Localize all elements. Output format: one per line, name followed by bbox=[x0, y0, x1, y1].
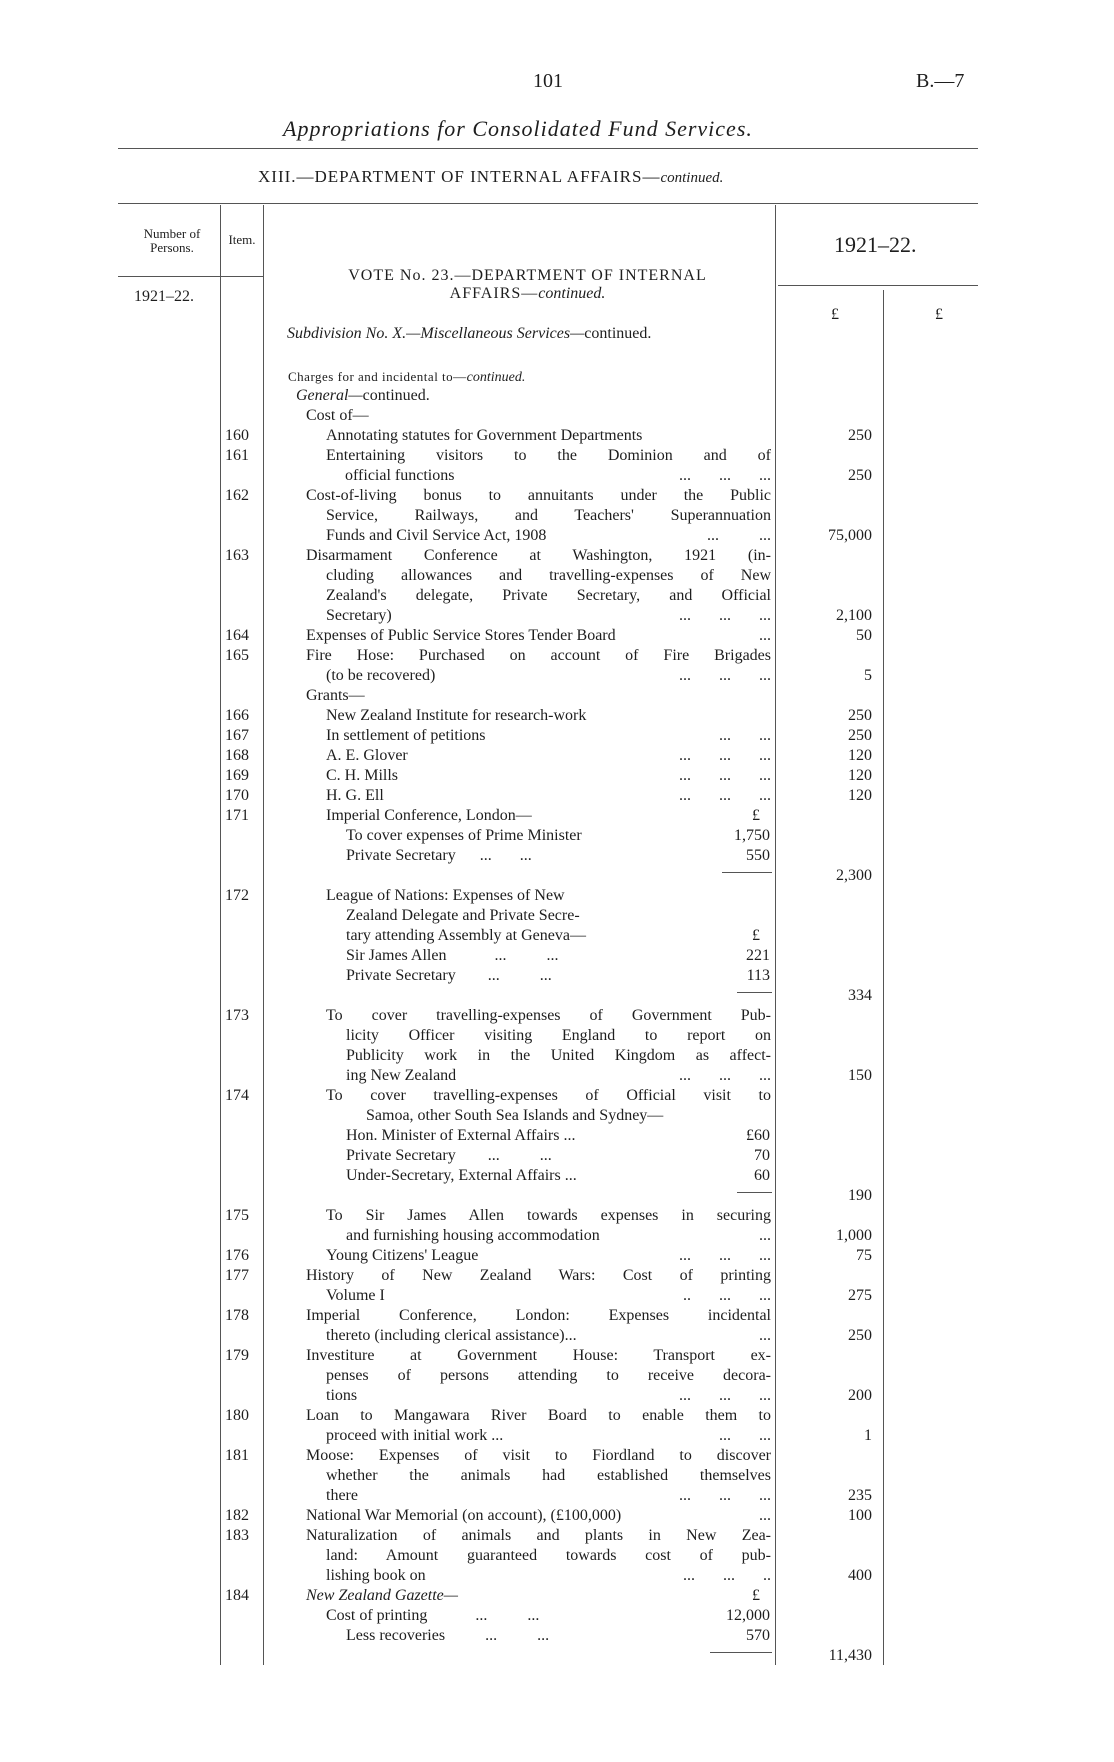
item-description: penses of persons attending to receive decora- bbox=[326, 1367, 771, 1384]
department-name: XIII.—DEPARTMENT OF INTERNAL AFFAIRS— bbox=[258, 167, 661, 186]
sub-item-amount: 113 bbox=[746, 967, 770, 984]
item-description: Zealand's delegate, Private Secretary, and Official bbox=[326, 587, 771, 604]
item-description: Publicity work in the United Kingdom as affect- bbox=[346, 1047, 771, 1064]
sub-item-amount: 60 bbox=[754, 1167, 770, 1184]
subtotal-rule bbox=[722, 872, 772, 873]
item-description: History of New Zealand Wars: Cost of printing bbox=[306, 1267, 771, 1284]
item-amount: 50 bbox=[856, 627, 872, 644]
item-amount: 120 bbox=[848, 787, 872, 804]
item-amount: 150 bbox=[848, 1067, 872, 1084]
item-description: To cover travelling-expenses of Government Pub- bbox=[326, 1007, 771, 1024]
item-description: National War Memorial (on account), (£100,000) ... bbox=[306, 1507, 771, 1524]
item-number: 167 bbox=[225, 727, 249, 744]
pound-column-1-header: £ bbox=[831, 306, 839, 323]
item-number: 179 bbox=[225, 1347, 249, 1364]
grants-heading: Grants— bbox=[306, 687, 365, 704]
item-description: C. H. Mills ... ... ... bbox=[326, 767, 771, 784]
persons-column-divider bbox=[220, 205, 221, 1665]
item-description: In settlement of petitions ... ... bbox=[326, 727, 771, 744]
item-number: 170 bbox=[225, 787, 249, 804]
item-description: Cost-of-living bonus to annuitants under the Public bbox=[306, 487, 771, 504]
charges-title: Charges for and incidental to— bbox=[288, 369, 467, 384]
page-title: Appropriations for Consolidated Fund Services. bbox=[283, 116, 753, 141]
item-amount: 2,100 bbox=[836, 607, 872, 624]
item-amount: 190 bbox=[848, 1187, 872, 1204]
sub-item-amount: 221 bbox=[746, 947, 770, 964]
charges-continued: continued. bbox=[466, 370, 526, 385]
pound-column-2-header: £ bbox=[935, 306, 943, 323]
document-reference: B.—7 bbox=[916, 70, 965, 92]
item-description: licity Officer visiting England to report on bbox=[346, 1027, 771, 1044]
subamount-pound-sign: £ bbox=[752, 807, 760, 824]
item-description: cluding allowances and travelling-expenses of New bbox=[326, 567, 771, 584]
item-number: 184 bbox=[225, 1587, 249, 1604]
item-amount: 275 bbox=[848, 1287, 872, 1304]
subtotal-rule bbox=[710, 1652, 772, 1653]
table-top-rule bbox=[118, 203, 978, 204]
item-number: 172 bbox=[225, 887, 249, 904]
item-number: 183 bbox=[225, 1527, 249, 1544]
sub-item-description: Sir James Allen ... ... bbox=[346, 947, 559, 964]
item-description: tions ... ... ... bbox=[326, 1387, 771, 1404]
item-number: 176 bbox=[225, 1247, 249, 1264]
sub-item-amount: 550 bbox=[746, 847, 770, 864]
number-of-persons-header: Number of Persons. bbox=[143, 226, 201, 255]
subdivision-continued: continued. bbox=[584, 325, 652, 342]
subtotal-rule bbox=[737, 992, 772, 993]
item-number: 177 bbox=[225, 1267, 249, 1284]
item-number: 174 bbox=[225, 1087, 249, 1104]
item-description: Young Citizens' League ... ... ... bbox=[326, 1247, 771, 1264]
item-column-divider bbox=[263, 205, 264, 1665]
item-number: 165 bbox=[225, 647, 249, 664]
item-amount: 250 bbox=[848, 467, 872, 484]
subtotal-rule bbox=[737, 1192, 772, 1193]
item-amount: 120 bbox=[848, 767, 872, 784]
item-description: there ... ... ... bbox=[326, 1487, 771, 1504]
sub-item-description: To cover expenses of Prime Minister bbox=[346, 827, 582, 844]
charges-heading bbox=[288, 368, 525, 387]
item-amount: 250 bbox=[848, 427, 872, 444]
amount-year-header: 1921–22. bbox=[834, 232, 917, 257]
item-description: tary attending Assembly at Geneva— bbox=[346, 927, 586, 944]
item-description: Funds and Civil Service Act, 1908 ... ... bbox=[326, 527, 771, 544]
item-amount: 334 bbox=[848, 987, 872, 1004]
sub-item-description: Private Secretary ... ... bbox=[346, 967, 552, 984]
department-continued: continued. bbox=[660, 170, 724, 186]
item-description: (to be recovered) ... ... ... bbox=[326, 667, 771, 684]
item-description: To cover travelling-expenses of Official visit to bbox=[326, 1087, 771, 1104]
item-number: 168 bbox=[225, 747, 249, 764]
item-description: Service, Railways, and Teachers' Superannuation bbox=[326, 507, 771, 524]
item-description: League of Nations: Expenses of New bbox=[326, 887, 565, 904]
subamount-pound-sign: £ bbox=[752, 927, 760, 944]
item-amount: 235 bbox=[848, 1487, 872, 1504]
item-description: Volume I .. ... ... bbox=[326, 1287, 771, 1304]
subamount-pound-sign: £ bbox=[752, 1587, 760, 1604]
item-description: A. E. Glover ... ... ... bbox=[326, 747, 771, 764]
item-description: Expenses of Public Service Stores Tender Board ... bbox=[306, 627, 771, 644]
general-heading: General—continued. bbox=[296, 387, 430, 404]
item-amount: 100 bbox=[848, 1507, 872, 1524]
item-header: Item. bbox=[228, 232, 256, 247]
item-amount: 11,430 bbox=[828, 1647, 872, 1664]
item-description: Loan to Mangawara River Board to enable them to bbox=[306, 1407, 771, 1424]
item-amount: 200 bbox=[848, 1387, 872, 1404]
item-number: 175 bbox=[225, 1207, 249, 1224]
item-number: 169 bbox=[225, 767, 249, 784]
item-description: whether the animals had established themselves bbox=[326, 1467, 771, 1484]
item-description: Naturalization of animals and plants in New Zea- bbox=[306, 1527, 771, 1544]
item-description: official functions ... ... ... bbox=[345, 467, 771, 484]
sub-item-description: Under-Secretary, External Affairs ... bbox=[346, 1167, 577, 1184]
item-description: Fire Hose: Purchased on account of Fire Brigades bbox=[306, 647, 771, 664]
item-description: Entertaining visitors to the Dominion and of bbox=[326, 447, 771, 464]
item-number: 164 bbox=[225, 627, 249, 644]
item-amount: 75 bbox=[856, 1247, 872, 1264]
item-number: 163 bbox=[225, 547, 249, 564]
page-number: 101 bbox=[533, 70, 563, 92]
item-description: Imperial Conference, London— bbox=[326, 807, 532, 824]
item-description: ing New Zealand ... ... ... bbox=[346, 1067, 771, 1084]
vote-heading bbox=[285, 267, 770, 303]
item-description: Investiture at Government House: Transport ex- bbox=[306, 1347, 771, 1364]
item-amount: 250 bbox=[848, 1327, 872, 1344]
item-number: 162 bbox=[225, 487, 249, 504]
item-description: Secretary) ... ... ... bbox=[326, 607, 771, 624]
item-amount: 1 bbox=[864, 1427, 872, 1444]
item-number: 181 bbox=[225, 1447, 249, 1464]
item-description: New Zealand Gazette— bbox=[306, 1587, 458, 1604]
item-description: Disarmament Conference at Washington, 1921 (in- bbox=[306, 547, 771, 564]
item-description: and furnishing housing accommodation ... bbox=[346, 1227, 771, 1244]
sub-item-amount: 570 bbox=[746, 1627, 770, 1644]
persons-header-rule bbox=[118, 276, 263, 277]
item-description: Imperial Conference, London: Expenses incidental bbox=[306, 1307, 771, 1324]
description-column-divider bbox=[775, 205, 776, 1665]
item-amount: 250 bbox=[848, 707, 872, 724]
department-heading bbox=[258, 167, 723, 187]
item-description: H. G. Ell ... ... ... bbox=[326, 787, 771, 804]
item-number: 180 bbox=[225, 1407, 249, 1424]
item-description: New Zealand Institute for research-work bbox=[326, 707, 587, 724]
subdivision-heading bbox=[287, 325, 651, 343]
item-amount: 250 bbox=[848, 727, 872, 744]
item-number: 161 bbox=[225, 447, 249, 464]
amount-header-rule bbox=[778, 285, 978, 286]
item-description: To Sir James Allen towards expenses in securing bbox=[326, 1207, 771, 1224]
sub-item-amount: £60 bbox=[746, 1127, 770, 1144]
item-amount: 75,000 bbox=[828, 527, 872, 544]
item-amount: 120 bbox=[848, 747, 872, 764]
sub-item-description: Private Secretary ... ... bbox=[346, 1147, 552, 1164]
sub-item-description: Cost of printing ... ... bbox=[326, 1607, 540, 1624]
item-description: proceed with initial work ... ... ... bbox=[326, 1427, 771, 1444]
item-description: Moose: Expenses of visit to Fiordland to discover bbox=[306, 1447, 771, 1464]
item-description: thereto (including clerical assistance)... ... bbox=[326, 1327, 771, 1344]
item-amount: 400 bbox=[848, 1567, 872, 1584]
vote-title: VOTE No. 23.—DEPARTMENT OF INTERNAL bbox=[348, 267, 707, 284]
item-description: Samoa, other South Sea Islands and Sydney— bbox=[366, 1107, 664, 1124]
item-number: 171 bbox=[225, 807, 249, 824]
item-amount: 1,000 bbox=[836, 1227, 872, 1244]
vote-title-line-2: AFFAIRS—continued. bbox=[449, 285, 606, 302]
title-rule bbox=[118, 148, 978, 149]
amount-column-divider bbox=[883, 290, 884, 1665]
item-description: Annotating statutes for Government Departments bbox=[326, 427, 643, 444]
item-description: Zealand Delegate and Private Secre- bbox=[346, 907, 580, 924]
sub-item-description: Private Secretary ... ... bbox=[346, 847, 532, 864]
item-number: 182 bbox=[225, 1507, 249, 1524]
sub-item-amount: 12,000 bbox=[726, 1607, 770, 1624]
item-number: 160 bbox=[225, 427, 249, 444]
cost-of-heading: Cost of— bbox=[306, 407, 369, 424]
item-number: 178 bbox=[225, 1307, 249, 1324]
item-amount: 2,300 bbox=[836, 867, 872, 884]
sub-item-description: Less recoveries ... ... bbox=[346, 1627, 550, 1644]
sub-item-amount: 70 bbox=[754, 1147, 770, 1164]
sub-item-description: Hon. Minister of External Affairs ... bbox=[346, 1127, 576, 1144]
item-number: 173 bbox=[225, 1007, 249, 1024]
sub-item-amount: 1,750 bbox=[734, 827, 770, 844]
item-description: land: Amount guaranteed towards cost of pub- bbox=[326, 1547, 771, 1564]
item-number: 166 bbox=[225, 707, 249, 724]
persons-year-label: 1921–22. bbox=[134, 288, 194, 305]
item-description: lishing book on ... ... .. bbox=[326, 1567, 771, 1584]
subdivision-title: Subdivision No. X.—Miscellaneous Services— bbox=[287, 325, 585, 342]
item-amount: 5 bbox=[864, 667, 872, 684]
